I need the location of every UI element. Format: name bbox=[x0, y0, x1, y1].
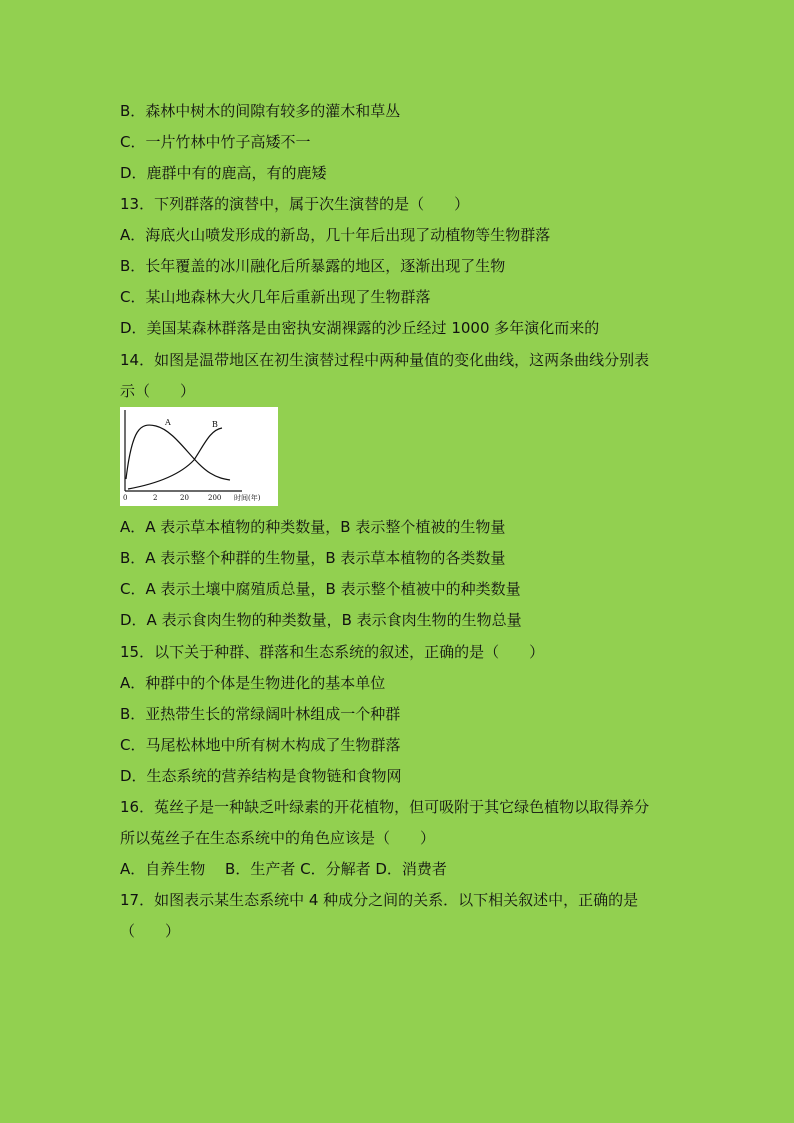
x-axis-label: 时间(年) bbox=[234, 494, 261, 502]
q14-option-c: C．A 表示土壤中腐殖质总量，B 表示整个植被中的种类数量 bbox=[120, 580, 521, 598]
x-tick-0: 0 bbox=[123, 494, 128, 502]
q13-option-d: D．美国某森林群落是由密执安湖裸露的沙丘经过 1000 多年演化而来的 bbox=[120, 319, 600, 337]
q15-option-d: D．生态系统的营养结构是食物链和食物网 bbox=[120, 767, 402, 785]
q15-option-b: B．亚热带生长的常绿阔叶林组成一个种群 bbox=[120, 705, 401, 723]
q15-option-c: C．马尾松林地中所有树木构成了生物群落 bbox=[120, 736, 401, 754]
curve-label-a: A bbox=[165, 418, 171, 427]
q16-options: A．自养生物 B．生产者 C．分解者 D．消费者 bbox=[120, 860, 447, 878]
x-tick-2: 2 bbox=[153, 494, 158, 502]
q15-option-a: A．种群中的个体是生物进化的基本单位 bbox=[120, 674, 386, 692]
q14-stem-line1: 14．如图是温带地区在初生演替过程中两种量值的变化曲线，这两条曲线分别表 bbox=[120, 351, 650, 369]
q17-stem-line2: （ ） bbox=[120, 922, 181, 940]
q14-option-d: D．A 表示食肉生物的种类数量，B 表示食肉生物的生物总量 bbox=[120, 611, 522, 629]
q15-stem: 15．以下关于种群、群落和生态系统的叙述，正确的是（ ） bbox=[120, 643, 545, 661]
succession-curve-svg bbox=[120, 407, 278, 506]
q16-stem-line1: 16．菟丝子是一种缺乏叶绿素的开花植物，但可吸附于其它绿色植物以取得养分 bbox=[120, 798, 650, 816]
q16-stem-line2: 所以菟丝子在生态系统中的角色应该是（ ） bbox=[120, 829, 436, 847]
q12-option-d: D．鹿群中有的鹿高，有的鹿矮 bbox=[120, 164, 327, 182]
curve-label-b: B bbox=[212, 420, 218, 429]
q13-option-b: B．长年覆盖的冰川融化后所暴露的地区，逐渐出现了生物 bbox=[120, 257, 506, 275]
q14-option-b: B．A 表示整个种群的生物量，B 表示草本植物的各类数量 bbox=[120, 549, 506, 567]
q12-option-b: B．森林中树木的间隙有较多的灌木和草丛 bbox=[120, 102, 401, 120]
x-tick-200: 200 bbox=[208, 494, 222, 502]
q17-stem-line1: 17．如图表示某生态系统中 4 种成分之间的关系．以下相关叙述中，正确的是 bbox=[120, 891, 639, 909]
q13-stem: 13．下列群落的演替中，属于次生演替的是（ ） bbox=[120, 195, 470, 213]
q13-option-a: A．海底火山喷发形成的新岛，几十年后出现了动植物等生物群落 bbox=[120, 226, 551, 244]
q14-option-a: A．A 表示草本植物的种类数量，B 表示整个植被的生物量 bbox=[120, 518, 506, 536]
x-tick-20: 20 bbox=[180, 494, 189, 502]
curve-b bbox=[128, 428, 222, 489]
q12-option-c: C．一片竹林中竹子高矮不一 bbox=[120, 133, 311, 151]
q13-option-c: C．某山地森林大火几年后重新出现了生物群落 bbox=[120, 288, 431, 306]
q14-stem-line2: 示（ ） bbox=[120, 382, 196, 400]
succession-curve-figure bbox=[120, 407, 278, 506]
